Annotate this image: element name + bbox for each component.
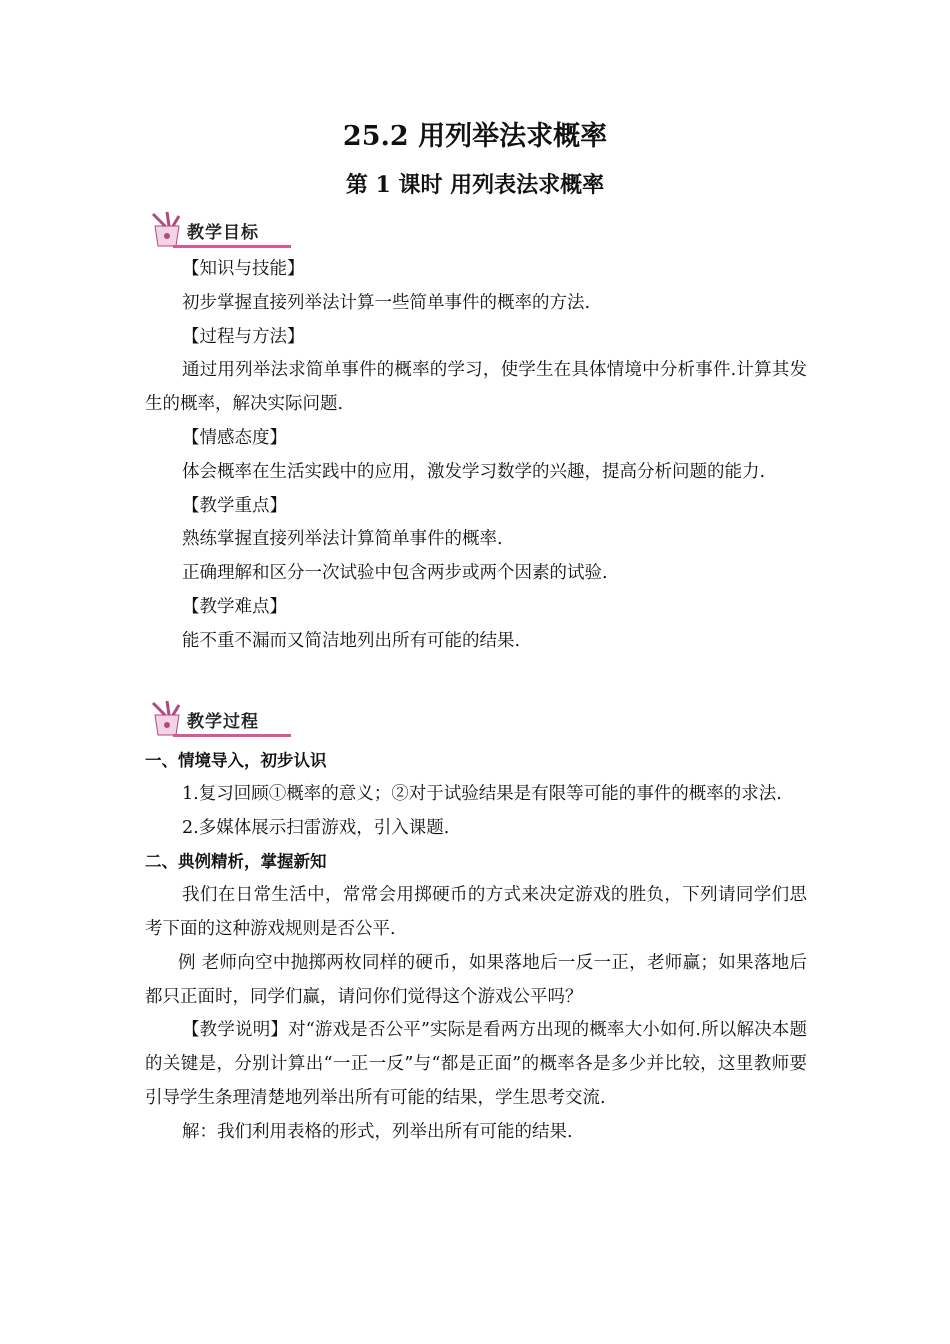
paragraph: 通过用列举法求简单事件的概率的学习，使学生在具体情境中分析事件.计算其发生的概率，解决实际问题. bbox=[145, 360, 807, 415]
paragraph: 2.多媒体展示扫雷游戏，引入课题. bbox=[182, 817, 450, 838]
pencil-cup-icon bbox=[143, 210, 189, 250]
section-heading: 一、情境导入，初步认识 bbox=[145, 751, 327, 770]
paragraph: 【情感态度】 bbox=[182, 427, 287, 448]
paragraph: 能不重不漏而又简洁地列出所有可能的结果. bbox=[182, 630, 521, 651]
process-content bbox=[145, 744, 807, 1150]
paragraph: 【过程与方法】 bbox=[182, 326, 305, 347]
goals-content bbox=[145, 253, 807, 659]
section-header-goals bbox=[143, 210, 293, 250]
paragraph: 初步掌握直接列举法计算一些简单事件的概率的方法. bbox=[182, 292, 591, 313]
paragraph: 解：我们利用表格的形式，列举出所有可能的结果. bbox=[182, 1121, 573, 1142]
section-label: 教学过程 bbox=[187, 712, 259, 732]
section-heading: 二、典例精析，掌握新知 bbox=[145, 852, 327, 872]
section-header-process bbox=[143, 699, 293, 739]
pencil-cup-icon bbox=[143, 699, 189, 739]
paragraph: 【教学重点】 bbox=[182, 495, 287, 516]
page-subtitle: 第 1 课时 用列表法求概率 bbox=[345, 172, 605, 198]
paragraph: 例 老师向空中抛掷两枚同样的硬币，如果落地后一反一正，老师赢；如果落地后都只正面时，同学们赢，请问你们觉得这个游戏公平吗？ bbox=[145, 952, 807, 1007]
paragraph: 【知识与技能】 bbox=[182, 259, 305, 279]
section-label: 教学目标 bbox=[187, 223, 259, 243]
paragraph: 正确理解和区分一次试验中包含两步或两个因素的试验. bbox=[182, 563, 608, 584]
divider bbox=[173, 245, 291, 248]
paragraph: 1.复习回顾①概率的意义；②对于试验结果是有限等可能的事件的概率的求法. bbox=[182, 783, 782, 804]
paragraph: 我们在日常生活中，常常会用掷硬币的方式来决定游戏的胜负，下列请同学们思考下面的这种游戏规则是否公平. bbox=[145, 885, 807, 939]
paragraph: 体会概率在生活实践中的应用，激发学习数学的兴趣，提高分析问题的能力. bbox=[182, 461, 766, 482]
divider bbox=[173, 734, 291, 737]
paragraph: 【教学难点】 bbox=[182, 596, 287, 617]
paragraph: 【教学说明】对“游戏是否公平”实际是看两方出现的概率大小如何.所以解决本题的关键是，分别计算出“一正一反”与“都是正面”的概率各是多少并比较，这里教师要引导学生条理清楚地列举出所有可能的结果，学生思考交流. bbox=[145, 1020, 807, 1108]
page-title: 25.2 用列举法求概率 bbox=[342, 121, 608, 152]
paragraph: 熟练掌握直接列举法计算简单事件的概率. bbox=[182, 529, 503, 550]
